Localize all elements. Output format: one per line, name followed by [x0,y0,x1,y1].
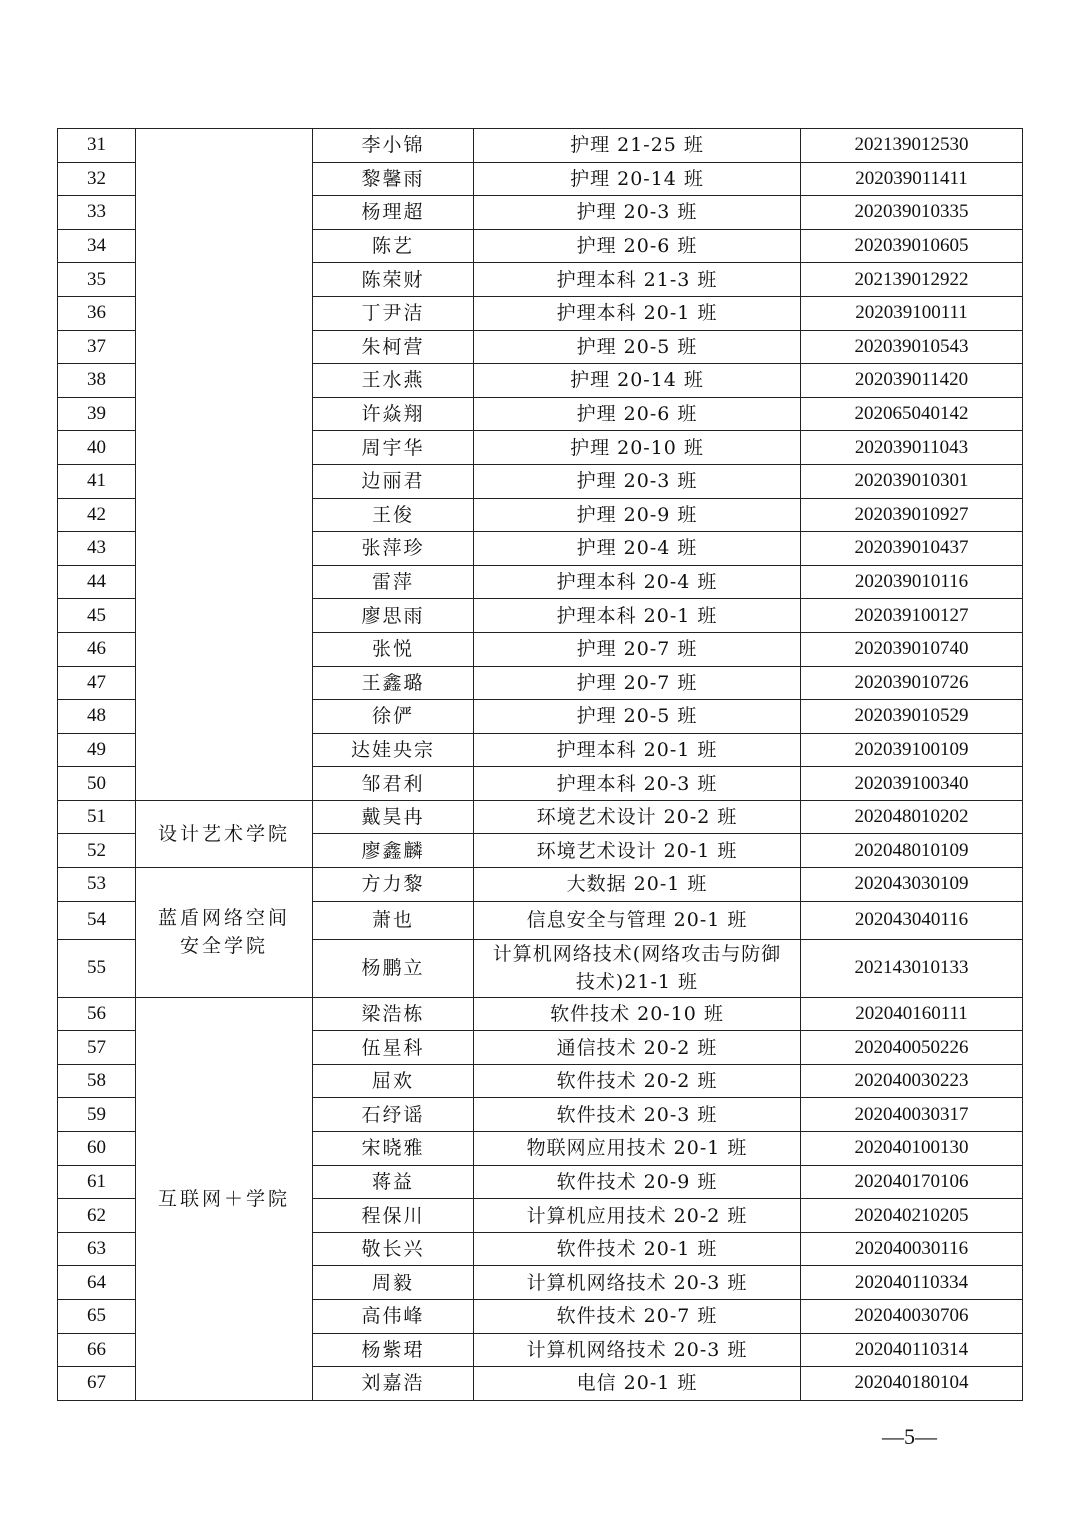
student-id-cell: 202040030116 [801,1232,1023,1266]
student-name-cell: 达娃央宗 [313,733,474,767]
row-number-cell: 56 [58,997,136,1031]
row-number-cell: 34 [58,229,136,263]
student-id-cell: 202048010202 [801,800,1023,834]
class-name-cell: 护理 20-14 班 [474,162,801,196]
student-id-cell: 202043040116 [801,901,1023,939]
row-number-cell: 51 [58,800,136,834]
class-name-cell: 护理 20-5 班 [474,330,801,364]
row-number-cell: 37 [58,330,136,364]
table-row [58,800,1023,834]
row-number-cell: 31 [58,129,136,163]
row-number-cell: 38 [58,364,136,398]
student-id-cell: 202040170106 [801,1165,1023,1199]
student-id-cell: 202039010605 [801,229,1023,263]
class-name-cell: 信息安全与管理 20-1 班 [474,901,801,939]
class-name-cell: 软件技术 20-2 班 [474,1064,801,1098]
class-name-cell: 护理本科 21-3 班 [474,263,801,297]
student-id-cell: 202040100130 [801,1132,1023,1166]
row-number-cell: 50 [58,767,136,801]
class-name-cell: 护理本科 20-1 班 [474,733,801,767]
student-name-cell: 敬长兴 [313,1232,474,1266]
student-name-cell: 周毅 [313,1266,474,1300]
student-id-cell: 202039010543 [801,330,1023,364]
row-number-cell: 47 [58,666,136,700]
student-id-cell: 202139012922 [801,263,1023,297]
row-number-cell: 46 [58,632,136,666]
student-id-cell: 202139012530 [801,129,1023,163]
roster-body [58,129,1023,1401]
row-number-cell: 57 [58,1031,136,1065]
student-id-cell: 202039010927 [801,498,1023,532]
student-name-cell: 周宇华 [313,431,474,465]
student-name-cell: 雷萍 [313,565,474,599]
college-cell: 设计艺术学院 [136,800,313,867]
student-id-cell: 202039010740 [801,632,1023,666]
student-id-cell: 202065040142 [801,397,1023,431]
student-name-cell: 徐俨 [313,700,474,734]
student-name-cell: 萧也 [313,901,474,939]
row-number-cell: 43 [58,532,136,566]
class-name-cell: 护理 20-3 班 [474,196,801,230]
student-name-cell: 方力黎 [313,868,474,902]
student-id-cell: 202143010133 [801,939,1023,997]
student-name-cell: 高伟峰 [313,1300,474,1334]
student-id-cell: 202039010335 [801,196,1023,230]
class-name-cell: 物联网应用技术 20-1 班 [474,1132,801,1166]
class-name-cell: 护理 20-7 班 [474,666,801,700]
student-name-cell: 张萍珍 [313,532,474,566]
class-name-cell: 软件技术 20-3 班 [474,1098,801,1132]
row-number-cell: 54 [58,901,136,939]
student-id-cell: 202040160111 [801,997,1023,1031]
row-number-cell: 42 [58,498,136,532]
class-name-cell: 软件技术 20-9 班 [474,1165,801,1199]
student-id-cell: 202039100109 [801,733,1023,767]
row-number-cell: 49 [58,733,136,767]
row-number-cell: 63 [58,1232,136,1266]
student-id-cell: 202039010726 [801,666,1023,700]
student-name-cell: 杨理超 [313,196,474,230]
row-number-cell: 45 [58,599,136,633]
student-name-cell: 廖思雨 [313,599,474,633]
class-name-cell: 软件技术 20-1 班 [474,1232,801,1266]
student-id-cell: 202039011411 [801,162,1023,196]
class-name-cell: 护理 20-4 班 [474,532,801,566]
student-name-cell: 丁尹洁 [313,296,474,330]
row-number-cell: 65 [58,1300,136,1334]
student-name-cell: 屈欢 [313,1064,474,1098]
student-name-cell: 邹君利 [313,767,474,801]
class-name-cell: 计算机网络技术 20-3 班 [474,1266,801,1300]
college-cell: 互联网＋学院 [136,997,313,1400]
row-number-cell: 40 [58,431,136,465]
student-id-cell: 202039010116 [801,565,1023,599]
row-number-cell: 67 [58,1367,136,1401]
student-name-cell: 王俊 [313,498,474,532]
college-cell: 蓝盾网络空间安全学院 [136,868,313,998]
student-name-cell: 伍星科 [313,1031,474,1065]
row-number-cell: 33 [58,196,136,230]
student-name-cell: 廖鑫麟 [313,834,474,868]
class-name-cell: 护理本科 20-3 班 [474,767,801,801]
class-name-cell: 计算机网络技术(网络攻击与防御技术)21-1 班 [474,939,801,997]
student-name-cell: 张悦 [313,632,474,666]
student-id-cell: 202039011043 [801,431,1023,465]
student-id-cell: 202040110314 [801,1333,1023,1367]
class-name-cell: 护理本科 20-1 班 [474,599,801,633]
student-name-cell: 黎馨雨 [313,162,474,196]
class-name-cell: 护理 20-9 班 [474,498,801,532]
row-number-cell: 52 [58,834,136,868]
row-number-cell: 48 [58,700,136,734]
class-name-cell: 电信 20-1 班 [474,1367,801,1401]
college-cell [136,129,313,801]
class-name-cell: 护理 20-14 班 [474,364,801,398]
class-name-cell: 护理本科 20-1 班 [474,296,801,330]
student-name-cell: 陈艺 [313,229,474,263]
student-id-cell: 202048010109 [801,834,1023,868]
row-number-cell: 53 [58,868,136,902]
student-name-cell: 李小锦 [313,129,474,163]
class-name-cell: 大数据 20-1 班 [474,868,801,902]
student-name-cell: 杨鹏立 [313,939,474,997]
row-number-cell: 32 [58,162,136,196]
student-id-cell: 202040180104 [801,1367,1023,1401]
page-number: —5— [882,1424,937,1449]
student-name-cell: 许焱翔 [313,397,474,431]
class-name-cell: 护理 20-6 班 [474,229,801,263]
row-number-cell: 44 [58,565,136,599]
class-name-cell: 护理 20-10 班 [474,431,801,465]
student-name-cell: 边丽君 [313,464,474,498]
table-row [58,997,1023,1031]
row-number-cell: 39 [58,397,136,431]
student-name-cell: 梁浩栋 [313,997,474,1031]
row-number-cell: 41 [58,464,136,498]
class-name-cell: 护理 20-7 班 [474,632,801,666]
class-name-cell: 环境艺术设计 20-2 班 [474,800,801,834]
row-number-cell: 59 [58,1098,136,1132]
student-name-cell: 蒋益 [313,1165,474,1199]
class-name-cell: 护理 20-3 班 [474,464,801,498]
row-number-cell: 60 [58,1132,136,1166]
class-name-cell: 软件技术 20-10 班 [474,997,801,1031]
class-name-cell: 护理 20-6 班 [474,397,801,431]
student-id-cell: 202040210205 [801,1199,1023,1233]
student-name-cell: 朱柯营 [313,330,474,364]
student-id-cell: 202039010529 [801,700,1023,734]
student-id-cell: 202039100127 [801,599,1023,633]
student-name-cell: 杨紫珺 [313,1333,474,1367]
student-id-cell: 202040110334 [801,1266,1023,1300]
student-name-cell: 陈荣财 [313,263,474,297]
student-name-cell: 宋晓雅 [313,1132,474,1166]
row-number-cell: 66 [58,1333,136,1367]
row-number-cell: 55 [58,939,136,997]
row-number-cell: 62 [58,1199,136,1233]
class-name-cell: 护理 20-5 班 [474,700,801,734]
student-id-cell: 202043030109 [801,868,1023,902]
student-id-cell: 202040050226 [801,1031,1023,1065]
student-id-cell: 202040030317 [801,1098,1023,1132]
student-name-cell: 王鑫璐 [313,666,474,700]
student-id-cell: 202039100111 [801,296,1023,330]
student-id-cell: 202040030223 [801,1064,1023,1098]
student-id-cell: 202039010437 [801,532,1023,566]
student-name-cell: 刘嘉浩 [313,1367,474,1401]
student-id-cell: 202039100340 [801,767,1023,801]
student-id-cell: 202040030706 [801,1300,1023,1334]
student-name-cell: 程保川 [313,1199,474,1233]
student-id-cell: 202039010301 [801,464,1023,498]
class-name-cell: 护理 21-25 班 [474,129,801,163]
student-roster-table [57,128,1023,1401]
table-row [58,129,1023,163]
student-name-cell: 石纾谣 [313,1098,474,1132]
class-name-cell: 软件技术 20-7 班 [474,1300,801,1334]
student-name-cell: 戴昊冉 [313,800,474,834]
student-name-cell: 王水燕 [313,364,474,398]
student-id-cell: 202039011420 [801,364,1023,398]
row-number-cell: 61 [58,1165,136,1199]
class-name-cell: 环境艺术设计 20-1 班 [474,834,801,868]
row-number-cell: 35 [58,263,136,297]
row-number-cell: 36 [58,296,136,330]
class-name-cell: 通信技术 20-2 班 [474,1031,801,1065]
table-row [58,868,1023,902]
row-number-cell: 64 [58,1266,136,1300]
row-number-cell: 58 [58,1064,136,1098]
class-name-cell: 计算机应用技术 20-2 班 [474,1199,801,1233]
class-name-cell: 护理本科 20-4 班 [474,565,801,599]
class-name-cell: 计算机网络技术 20-3 班 [474,1333,801,1367]
